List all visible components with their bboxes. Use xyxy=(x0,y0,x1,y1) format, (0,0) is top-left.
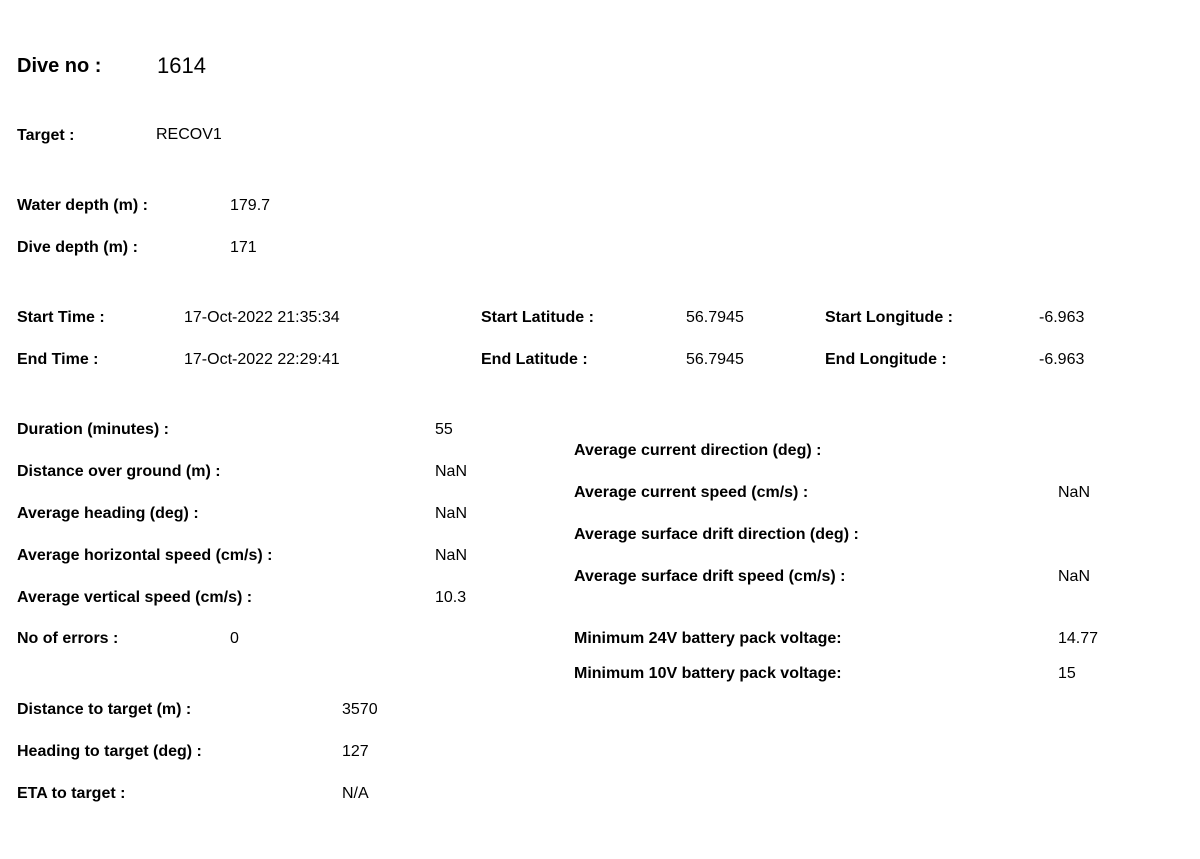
average-vertical-speed-value: 10.3 xyxy=(435,589,467,606)
distance-to-target-value: 3570 xyxy=(342,701,378,718)
dive-depth-label: Dive depth (m) : xyxy=(17,239,138,256)
battery-24v-value: 14.77 xyxy=(1058,630,1099,647)
start-time-label: Start Time : xyxy=(17,309,105,326)
end-time-label: End Time : xyxy=(17,351,99,368)
target-value: RECOV1 xyxy=(156,126,222,143)
average-horizontal-speed-label: Average horizontal speed (cm/s) : xyxy=(17,547,273,564)
start-time-value: 17-Oct-2022 21:35:34 xyxy=(184,309,340,326)
average-heading-value: NaN xyxy=(435,505,468,522)
average-current-direction-label: Average current direction (deg) : xyxy=(574,442,822,459)
duration-value: 55 xyxy=(435,421,453,438)
heading-to-target-label: Heading to target (deg) : xyxy=(17,743,202,760)
start-latitude-label: Start Latitude : xyxy=(481,309,594,326)
end-latitude-label: End Latitude : xyxy=(481,351,588,368)
average-surface-drift-speed-label: Average surface drift speed (cm/s) : xyxy=(574,568,846,585)
end-longitude-value: -6.963 xyxy=(1039,351,1085,368)
end-latitude-value: 56.7945 xyxy=(686,351,744,368)
end-time-value: 17-Oct-2022 22:29:41 xyxy=(184,351,340,368)
end-longitude-label: End Longitude : xyxy=(825,351,947,368)
distance-to-target-label: Distance to target (m) : xyxy=(17,701,192,718)
water-depth-value: 179.7 xyxy=(230,197,271,214)
distance-over-ground-label: Distance over ground (m) : xyxy=(17,463,221,480)
dive-no-value: 1614 xyxy=(157,53,206,78)
heading-to-target-value: 127 xyxy=(342,743,369,760)
average-surface-drift-speed-value: NaN xyxy=(1058,568,1091,585)
average-heading-label: Average heading (deg) : xyxy=(17,505,199,522)
water-depth-label: Water depth (m) : xyxy=(17,197,148,214)
duration-label: Duration (minutes) : xyxy=(17,421,169,438)
errors-value: 0 xyxy=(230,630,239,647)
battery-10v-label: Minimum 10V battery pack voltage: xyxy=(574,665,842,682)
target-label: Target : xyxy=(17,127,75,144)
distance-over-ground-value: NaN xyxy=(435,463,468,480)
start-longitude-label: Start Longitude : xyxy=(825,309,953,326)
eta-to-target-value: N/A xyxy=(342,785,369,802)
average-current-speed-value: NaN xyxy=(1058,484,1091,501)
errors-label: No of errors : xyxy=(17,630,119,647)
eta-to-target-label: ETA to target : xyxy=(17,785,126,802)
dive-depth-value: 171 xyxy=(230,239,257,256)
dive-no-label: Dive no : xyxy=(17,55,102,77)
average-vertical-speed-label: Average vertical speed (cm/s) : xyxy=(17,589,253,606)
battery-24v-label: Minimum 24V battery pack voltage: xyxy=(574,630,842,647)
average-horizontal-speed-value: NaN xyxy=(435,547,468,564)
average-current-speed-label: Average current speed (cm/s) : xyxy=(574,484,809,501)
average-surface-drift-direction-label: Average surface drift direction (deg) : xyxy=(574,526,859,543)
start-latitude-value: 56.7945 xyxy=(686,309,744,326)
start-longitude-value: -6.963 xyxy=(1039,309,1085,326)
battery-10v-value: 15 xyxy=(1058,665,1076,682)
